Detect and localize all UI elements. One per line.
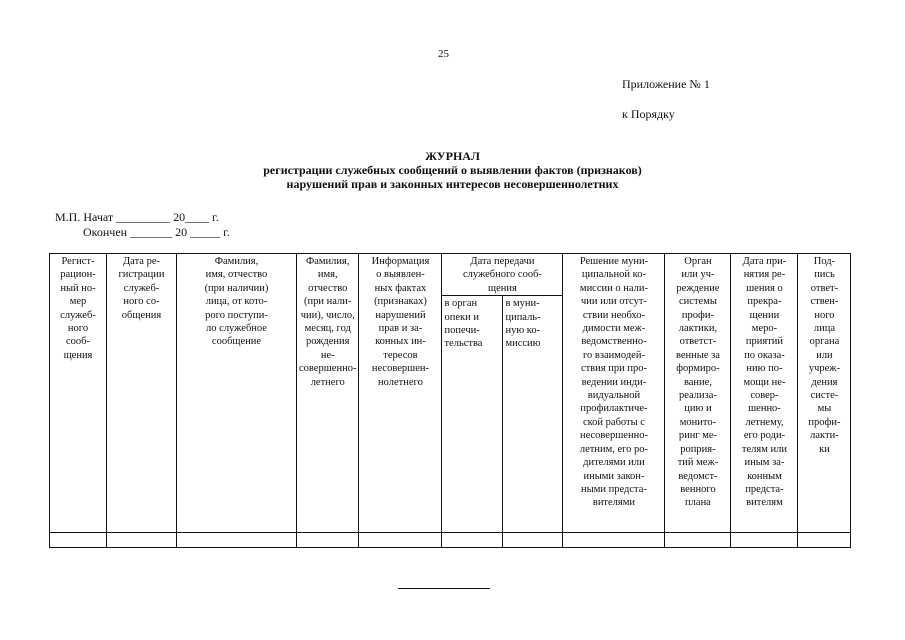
table-cell	[177, 533, 297, 548]
table-cell	[798, 533, 851, 548]
appendix-label: Приложение № 1	[622, 77, 710, 91]
table-cell	[442, 533, 503, 548]
table-row	[50, 533, 851, 548]
header-transfer-date: Дата передачи служебного сооб- щения	[442, 254, 563, 296]
header-violation-info: Информация о выявлен- ных фактах (признаках) нарушений прав и за- конных ин- тересов несовершен- нолетнего	[359, 254, 442, 533]
title-line-1: ЖУРНАЛ	[425, 149, 480, 163]
header-sender-name: Фамилия, имя, отчество (при наличии) лица, от кото- рого поступи- ло служебное сообщение	[177, 254, 297, 533]
appendix-reference: к Порядку	[622, 107, 675, 121]
mp-started-line: М.П. Начат _________ 20____ г.	[55, 210, 219, 224]
footer-divider	[398, 588, 490, 589]
page-number: 25	[438, 48, 449, 60]
header-signature: Под- пись ответ- ствен- ного лица органа или учреж- дения систе- мы профи- лакти- ки	[798, 254, 851, 533]
mp-finished-line: Окончен _______ 20 _____ г.	[83, 225, 230, 239]
table-cell	[50, 533, 107, 548]
header-municipal-commission: в муни- ципаль- ную ко- миссию	[503, 296, 563, 533]
header-reg-date: Дата ре- гистрации служеб- ного со- общения	[107, 254, 177, 533]
header-reg-number: Регист- рацион- ный но- мер служеб- ного сооб- щения	[50, 254, 107, 533]
header-termination-date: Дата при- нятия ре- шения о прекра- щении меро- приятий по оказа- нию по- мощи не- совер- шенно- летнему, его роди- телям или иным за- конным предста- вителям	[731, 254, 798, 533]
title-line-2: регистрации служебных сообщений о выявлении фактов (признаков)	[263, 163, 642, 177]
journal-table	[49, 253, 851, 548]
journal-title	[0, 149, 905, 191]
title-line-3: нарушений прав и законных интересов несовершеннолетних	[286, 177, 619, 191]
header-minor-name: Фамилия, имя, отчество (при нали- чии), число, месяц, год рождения не- совершенно- летнего	[297, 254, 359, 533]
table-cell	[297, 533, 359, 548]
header-guardianship-authority: в орган опеки и попечи- тельства	[442, 296, 503, 533]
header-commission-decision: Решение муни- ципальной ко- миссии о нали- чии или отсут- ствии необхо- димости меж- ведомственно- го взаимодей- ствия при про- ведении инди- видуальной профилактиче- ской работы с несовершенно- летним, его ро- дителями или иными закон- ными предста- вителями	[563, 254, 665, 533]
table-cell	[107, 533, 177, 548]
table-cell	[359, 533, 442, 548]
table-cell	[563, 533, 665, 548]
table-cell	[665, 533, 731, 548]
header-responsible-agency: Орган или уч- реждение системы профи- лактики, ответст- венные за формиро- вание, реализа- цию и монито- ринг ме- роприя- тий меж- ведомст- венного плана	[665, 254, 731, 533]
table-cell	[503, 533, 563, 548]
table-cell	[731, 533, 798, 548]
